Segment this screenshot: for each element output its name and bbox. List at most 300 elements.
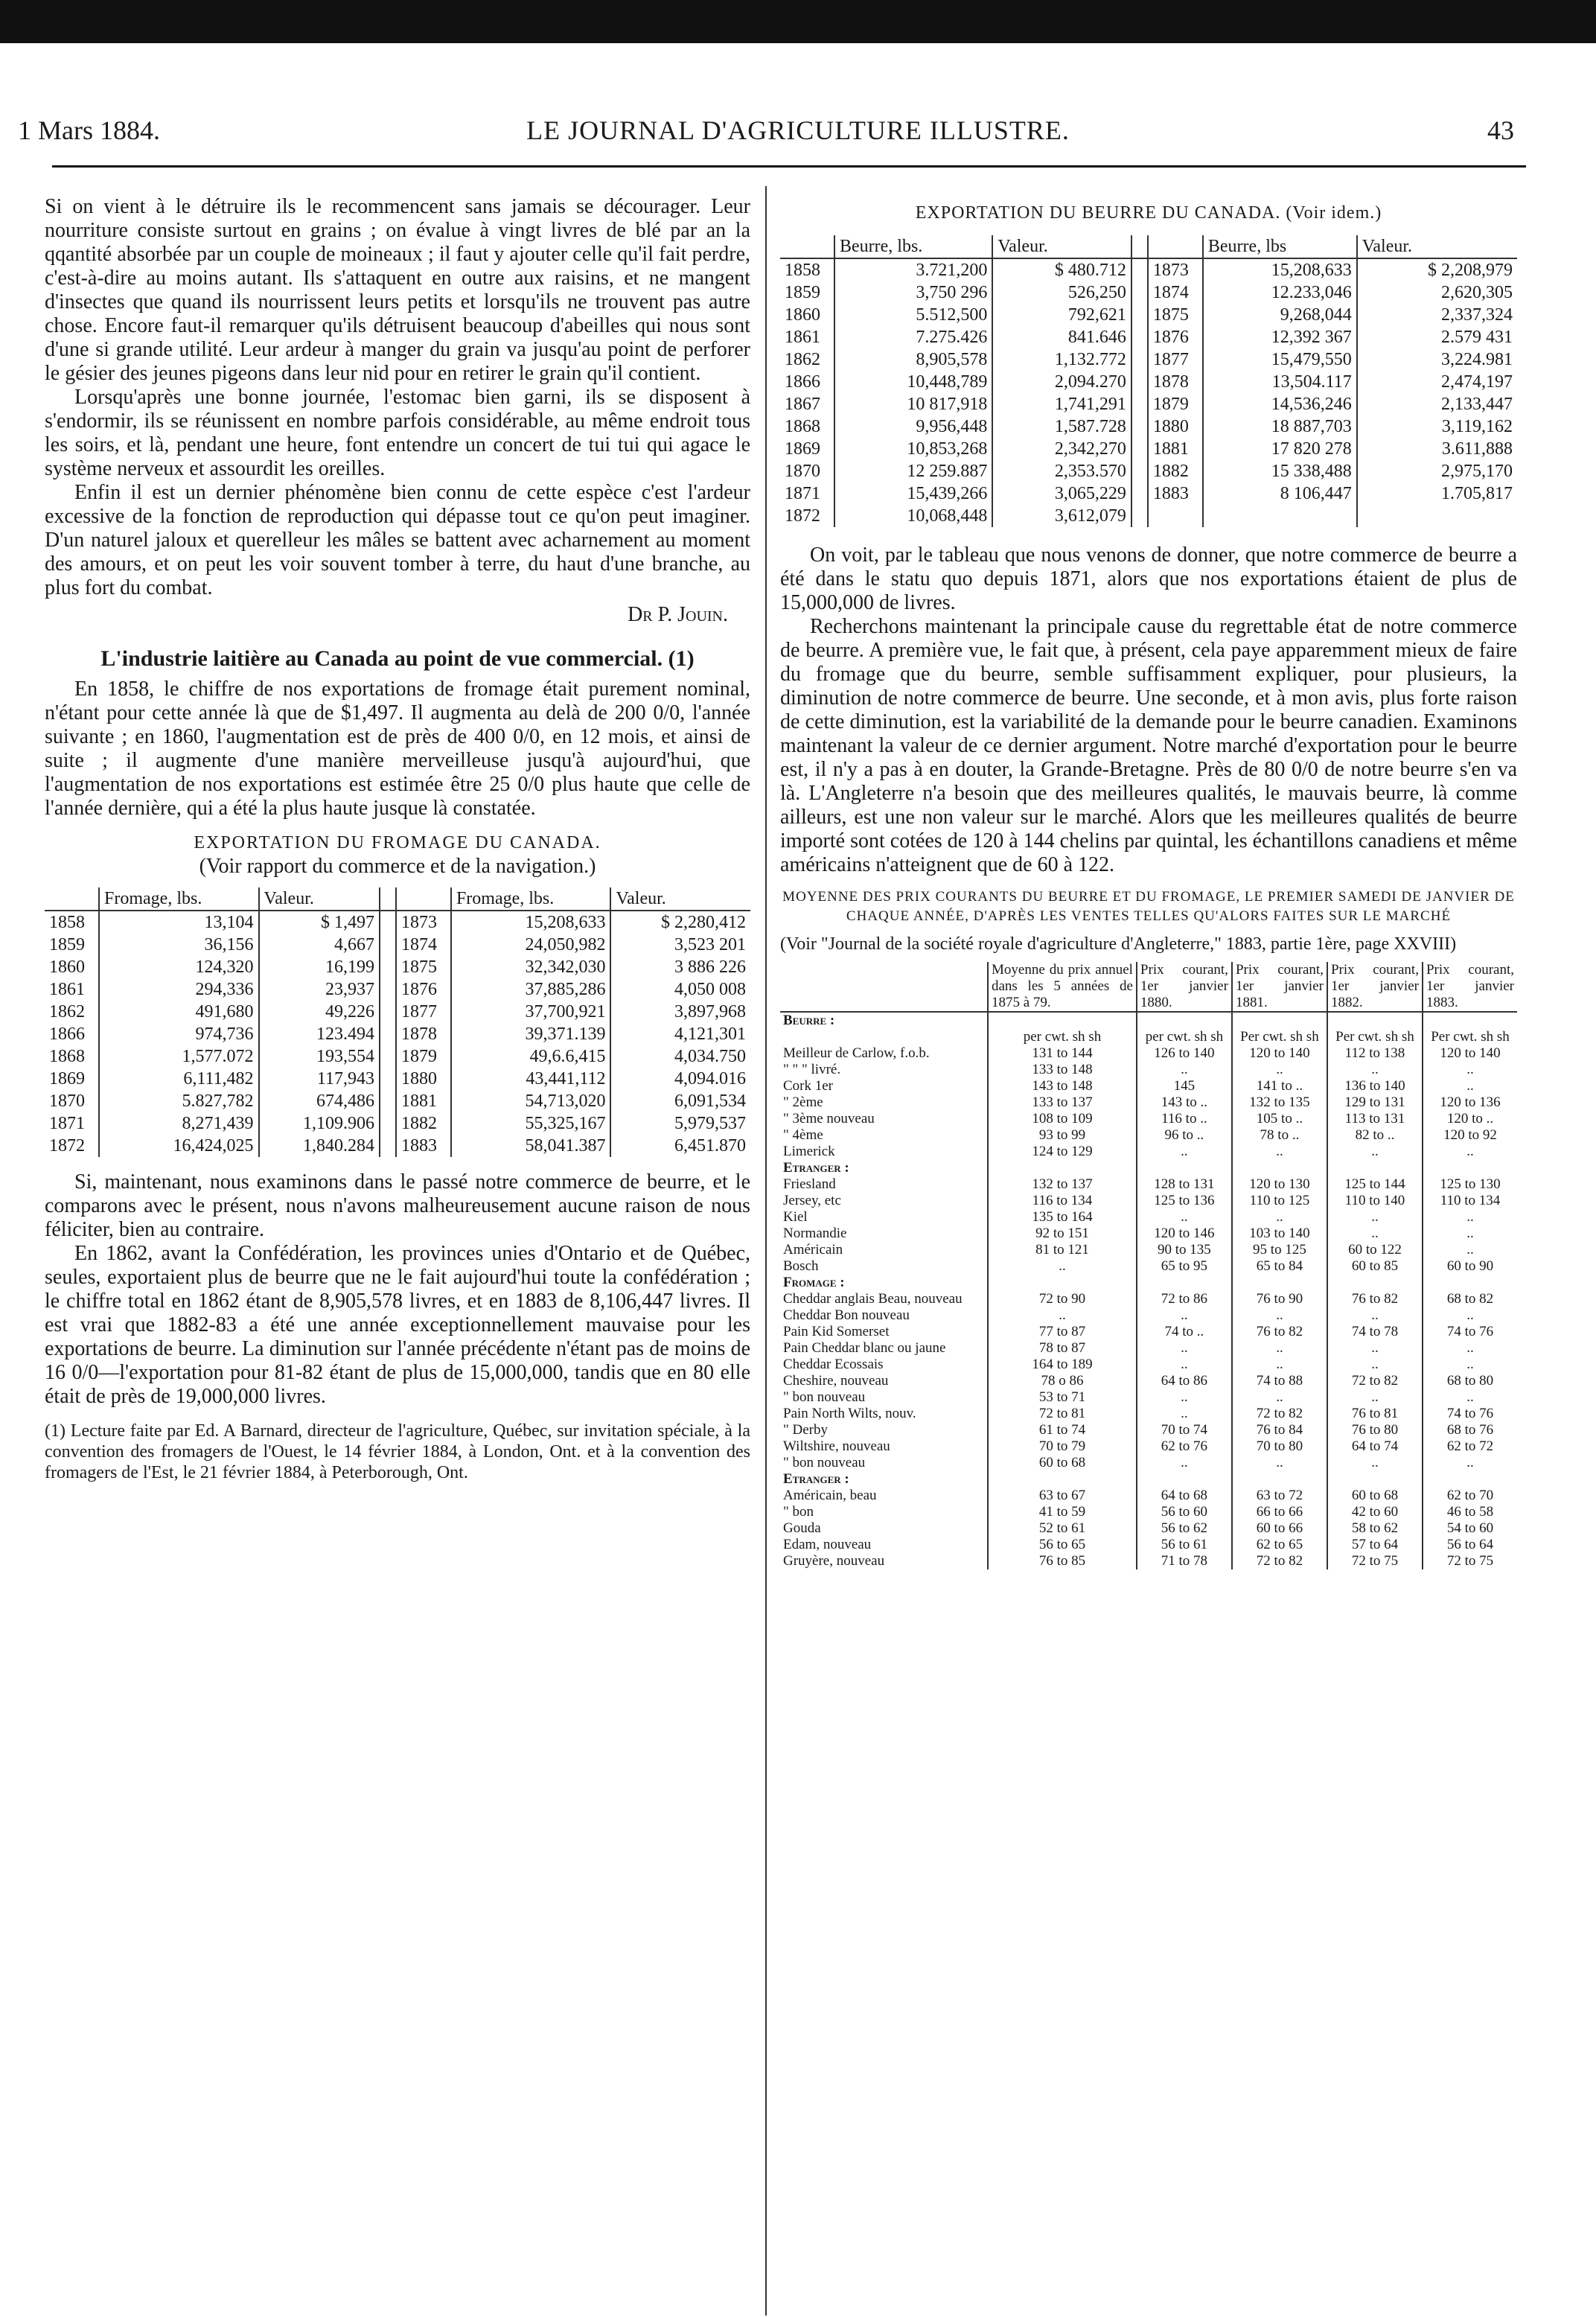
table-cell: 1,577.072: [99, 1045, 259, 1068]
table-cell: $ 2,208,979: [1357, 258, 1517, 281]
table-cell: 1882: [1148, 460, 1203, 482]
table-cell: 120 to 136: [1423, 1094, 1517, 1111]
table-cell: 3,612,079: [992, 505, 1131, 527]
table-cell: [780, 1029, 988, 1045]
table-cell: 1877: [1148, 348, 1203, 371]
table-cell: 72 to 81: [988, 1406, 1137, 1422]
table-cell: [1148, 505, 1203, 527]
table-cell: ..: [1137, 1389, 1232, 1406]
table-cell: 76 to 90: [1232, 1291, 1327, 1307]
table-row: [780, 1520, 1517, 1537]
butter-paragraph-2: Recherchons maintenant la principale cause du regrettable état de notre commerce de beurre. A première vue, le fait que, à présent, cela paye apparemment mieux de faire du fromage que du beurre, semble suffisamment expliquer, pour plusieurs, la diminution de notre commerce de beurre. Une seconde, et à mon avis, plus forte raison de cette diminution, est la variabilité de la demande pour le beurre canadien. Examinons maintenant la valeur de ce dernier argument. Notre marché d'exportation pour le beurre est, il n'y a pas à en douter, la Grande-Bretagne. Près de 80 0/0 de notre beurre s'en va là. L'Angleterre n'a besoin que des meilleures qualités, le mauvais beurre, là comme ailleurs, est une non valeur sur le marché. Alors que les meilleures qualités de beurre importé sont cotées de 120 à 144 chelins par quintal, les échantillons canadiens et même américains n'atteignent que de 60 à 122.: [780, 615, 1517, 876]
table-cell: Américain: [780, 1242, 988, 1258]
table-cell: 58,041.387: [451, 1135, 611, 1157]
table-row: [45, 1090, 750, 1112]
table-cell: 1,109.906: [259, 1112, 380, 1135]
sparrow-paragraph-1: Si on vient à le détruire ils le recommencent sans jamais se décourager. Leur nourriture consiste surtout en grains ; on évalue à vingt livres de blé par an la qqantité absorbée par un couple de moineaux ; il faut y ajouter celle qu'il fait perdre, c'est-à-dire au moins autant. Ils s'attaquent en outre aux raisins, et ne mangent d'insectes que quand ils nourrissent leurs petits et lorsqu'ils ne trouvent pas autre chose. Encore faut-il remarquer qu'ils détruisent beaucoup d'abeilles qui nous sont d'une si grande utilité. Leur ardeur à manger du grain va jusqu'au point de perforer le gésier des jeunes pigeons dans leur nid pour en retirer le grain qu'il contient.: [45, 195, 750, 385]
table-cell: 1873: [396, 911, 451, 934]
table-cell: ..: [1423, 1340, 1517, 1357]
col-header: Valeur.: [992, 235, 1131, 258]
table-row: [780, 393, 1517, 415]
table-cell: 54 to 60: [1423, 1520, 1517, 1537]
table-cell: 49,226: [259, 1001, 380, 1023]
table-cell: 60 to 68: [1327, 1488, 1423, 1504]
table-cell: 4,121,301: [610, 1023, 750, 1045]
col-header: Prix courant, 1er janvier 1881.: [1232, 962, 1327, 1012]
price-table-source: (Voir "Journal de la société royale d'agriculture d'Angleterre," 1883, partie 1ère, page XXVIII): [780, 934, 1457, 954]
table-cell: 70 to 79: [988, 1438, 1137, 1455]
col-header: Beurre, lbs.: [834, 235, 992, 258]
table-row: [780, 1193, 1517, 1209]
table-cell: 15,208,633: [451, 911, 611, 934]
table-cell: 1,132.772: [992, 348, 1131, 371]
table-cell: [1137, 1471, 1232, 1488]
price-table: [780, 962, 1517, 1569]
table-cell: 52 to 61: [988, 1520, 1137, 1537]
table-cell: 2,094.270: [992, 371, 1131, 393]
table-cell: ..: [1327, 1144, 1423, 1160]
table-cell: 23,937: [259, 978, 380, 1001]
table-cell: 43,441,112: [451, 1068, 611, 1090]
table-cell: 39,371.139: [451, 1023, 611, 1045]
table-row: [780, 482, 1517, 505]
table-cell: 76 to 82: [1232, 1324, 1327, 1340]
table-cell: 124 to 129: [988, 1144, 1137, 1160]
table-cell: 65 to 84: [1232, 1258, 1327, 1275]
table-cell: 72 to 75: [1327, 1553, 1423, 1569]
table-cell: 1879: [1148, 393, 1203, 415]
table-row: [780, 1291, 1517, 1307]
table-cell: 8 106,447: [1203, 482, 1357, 505]
table-cell: 125 to 136: [1137, 1193, 1232, 1209]
cheese-table-subtitle: (Voir rapport du commerce et de la navigation.): [199, 855, 596, 878]
table-cell: Kiel: [780, 1209, 988, 1226]
table-cell: 1,587.728: [992, 415, 1131, 438]
table-cell: 1861: [780, 326, 834, 348]
col-header: Valeur.: [259, 887, 380, 911]
table-row: [780, 1455, 1517, 1471]
table-cell: 4,050 008: [610, 978, 750, 1001]
cheese-export-table: [45, 887, 750, 1157]
table-cell: 60 to 85: [1327, 1258, 1423, 1275]
table-cell: 193,554: [259, 1045, 380, 1068]
sparrow-paragraph-2: Lorsqu'après une bonne journée, l'estomac bien garni, ils se disposent à s'endormir, ils se réunissent en nombre parfois considérable, au même endroit tous les soirs, et là, pendant une heure, font entendre un concert de tui tui qui agace le système nerveux et assourdit les oreilles.: [45, 386, 750, 480]
table-row: [45, 1135, 750, 1157]
table-cell: ..: [1423, 1307, 1517, 1324]
table-cell: 123.494: [259, 1023, 380, 1045]
col-header: Valeur.: [610, 887, 750, 911]
table-row: [780, 1160, 1517, 1176]
table-cell: 13,104: [99, 911, 259, 934]
table-row: [780, 1471, 1517, 1488]
table-cell: 526,250: [992, 281, 1131, 304]
table-cell: 1874: [396, 934, 451, 956]
table-cell: 3.611,888: [1357, 438, 1517, 460]
table-cell: Bosch: [780, 1258, 988, 1275]
table-cell: 5.512,500: [834, 304, 992, 326]
table-cell: ..: [1232, 1357, 1327, 1373]
author-signature: Dr P. Jouin.: [628, 603, 728, 626]
table-cell: ..: [1232, 1340, 1327, 1357]
table-cell: 1868: [45, 1045, 99, 1068]
table-cell: 10 817,918: [834, 393, 992, 415]
table-cell: 1880: [1148, 415, 1203, 438]
table-cell: 2,342,270: [992, 438, 1131, 460]
table-cell: 120 to 140: [1232, 1045, 1327, 1062]
table-row: [780, 1226, 1517, 1242]
table-row: [780, 1078, 1517, 1094]
right-column: [780, 195, 1517, 1569]
table-cell: 41 to 59: [988, 1504, 1137, 1520]
table-cell: 1875: [396, 956, 451, 978]
table-cell: [1423, 1160, 1517, 1176]
table-cell: 145: [1137, 1078, 1232, 1094]
table-cell: 18 887,703: [1203, 415, 1357, 438]
table-cell: " " " livré.: [780, 1062, 988, 1078]
table-cell: 66 to 66: [1232, 1504, 1327, 1520]
table-cell: 133 to 148: [988, 1062, 1137, 1078]
table-row: [45, 1001, 750, 1023]
table-cell: 133 to 137: [988, 1094, 1137, 1111]
table-cell: 3.721,200: [834, 258, 992, 281]
table-cell: 1871: [45, 1112, 99, 1135]
table-cell: 15,439,266: [834, 482, 992, 505]
table-cell: Gruyère, nouveau: [780, 1553, 988, 1569]
page-header: [0, 112, 1596, 156]
table-cell: 72 to 75: [1423, 1553, 1517, 1569]
table-cell: 1860: [780, 304, 834, 326]
left-column: [45, 195, 750, 1483]
table-cell: 1880: [396, 1068, 451, 1090]
table-cell: [1357, 505, 1517, 527]
table-cell: ..: [1137, 1455, 1232, 1471]
table-cell: ..: [1423, 1455, 1517, 1471]
table-cell: ..: [1327, 1226, 1423, 1242]
table-row: [45, 911, 750, 934]
dairy-paragraph-3: En 1862, avant la Confédération, les provinces unies d'Ontario et de Québec, seules, exportaient plus de beurre que ne le fait aujourd'hui toute la confédération ; le chiffre total en 1862 étant de 8,905,578 livres, et en 1883 de 8,106,447 livres. Il est vrai que 1882-83 a été une année exceptionnellement mauvaise pour les exportations de beurre. La diminution sur l'année précédente n'étant pas de moins de 16 0/0—l'exportation pour 81-82 étant de plus de 15,000,000, tandis que en 80 elle était de près de 19,000,000 livres.: [45, 1242, 750, 1408]
table-cell: Etranger :: [780, 1471, 988, 1488]
table-cell: 12,392 367: [1203, 326, 1357, 348]
table-cell: 1.705,817: [1357, 482, 1517, 505]
table-cell: [988, 1471, 1137, 1488]
table-cell: 1877: [396, 1001, 451, 1023]
table-cell: 70 to 80: [1232, 1438, 1327, 1455]
table-row: [780, 1258, 1517, 1275]
table-cell: 1871: [780, 482, 834, 505]
butter-paragraph-1: On voit, par le tableau que nous venons de donner, que notre commerce de beurre a été dans le statu quo depuis 1871, alors que nos exportations étaient de plus de 15,000,000 de livres.: [780, 544, 1517, 614]
table-cell: 14,536,246: [1203, 393, 1357, 415]
table-cell: 3,523 201: [610, 934, 750, 956]
table-cell: [1137, 1160, 1232, 1176]
table-cell: Fromage :: [780, 1275, 988, 1291]
table-row: [780, 505, 1517, 527]
table-cell: ..: [1232, 1144, 1327, 1160]
dairy-paragraph-1: En 1858, le chiffre de nos exportations de fromage était purement nominal, n'étant pour cette année là que de $1,497. Il augmenta au delà de 200 0/0, l'année suivante ; en 1860, l'augmentation est de près de 400 0/0, en 12 mois, et ainsi de suite ; il augmente d'une manière merveilleuse jusqu'à aujourd'hui, que l'augmentation de nos exportations est estimée être 25 0/0 plus haute que celle de l'année dernière, qui a été la plus haute jusque là constatée.: [45, 678, 750, 820]
table-cell: 103 to 140: [1232, 1226, 1327, 1242]
table-cell: [1232, 1471, 1327, 1488]
table-row: [780, 281, 1517, 304]
table-cell: Beurre :: [780, 1012, 988, 1029]
table-cell: 81 to 121: [988, 1242, 1137, 1258]
table-cell: 110 to 134: [1423, 1193, 1517, 1209]
table-cell: 16,424,025: [99, 1135, 259, 1157]
table-cell: 76 to 82: [1327, 1291, 1423, 1307]
table-row: [45, 1045, 750, 1068]
table-cell: 117,943: [259, 1068, 380, 1090]
table-cell: 120 to ..: [1423, 1111, 1517, 1127]
table-cell: 1866: [45, 1023, 99, 1045]
table-cell: 1881: [396, 1090, 451, 1112]
table-cell: 60 to 66: [1232, 1520, 1327, 1537]
table-cell: 68 to 76: [1423, 1422, 1517, 1438]
table-cell: 1866: [780, 371, 834, 393]
table-row: [780, 1176, 1517, 1193]
table-cell: 1875: [1148, 304, 1203, 326]
section-title: L'industrie laitière au Canada au point de vue commercial. (1): [100, 646, 695, 671]
table-cell: 96 to ..: [1137, 1127, 1232, 1144]
table-cell: 674,486: [259, 1090, 380, 1112]
table-cell: 9,956,448: [834, 415, 992, 438]
table-cell: 70 to 74: [1137, 1422, 1232, 1438]
table-cell: Jersey, etc: [780, 1193, 988, 1209]
table-cell: Meilleur de Carlow, f.o.b.: [780, 1045, 988, 1062]
table-cell: 76 to 81: [1327, 1406, 1423, 1422]
table-cell: 1881: [1148, 438, 1203, 460]
table-cell: 3,119,162: [1357, 415, 1517, 438]
table-cell: 1878: [1148, 371, 1203, 393]
table-cell: Cheddar Ecossais: [780, 1357, 988, 1373]
table-cell: 78 to 87: [988, 1340, 1137, 1357]
table-cell: 2,474,197: [1357, 371, 1517, 393]
table-cell: 1868: [780, 415, 834, 438]
table-cell: 56 to 65: [988, 1537, 1137, 1553]
dairy-paragraph-2: Si, maintenant, nous examinons dans le passé notre commerce de beurre, et le comparons avec le présent, nous n'avons malheureusement aucune raison de nous féliciter, bien au contraire.: [45, 1170, 750, 1241]
table-row: [780, 1324, 1517, 1340]
table-cell: 60 to 68: [988, 1455, 1137, 1471]
table-cell: ..: [1423, 1078, 1517, 1094]
table-cell: 974,736: [99, 1023, 259, 1045]
table-cell: Per cwt. sh sh: [1327, 1029, 1423, 1045]
table-cell: 136 to 140: [1327, 1078, 1423, 1094]
butter-export-table: [780, 235, 1517, 527]
table-row: [780, 415, 1517, 438]
table-cell: 90 to 135: [1137, 1242, 1232, 1258]
table-cell: 120 to 146: [1137, 1226, 1232, 1242]
table-row: [780, 1275, 1517, 1291]
col-header: Fromage, lbs.: [451, 887, 611, 911]
col-header: Beurre, lbs: [1203, 235, 1357, 258]
table-row: [780, 1045, 1517, 1062]
header-rule: [52, 165, 1526, 168]
table-cell: 62 to 65: [1232, 1537, 1327, 1553]
table-cell: 5,979,537: [610, 1112, 750, 1135]
table-cell: 42 to 60: [1327, 1504, 1423, 1520]
table-cell: 8,905,578: [834, 348, 992, 371]
table-cell: 37,700,921: [451, 1001, 611, 1023]
table-cell: 112 to 138: [1327, 1045, 1423, 1062]
table-cell: Per cwt. sh sh: [1423, 1029, 1517, 1045]
table-row: [780, 304, 1517, 326]
table-cell: 65 to 95: [1137, 1258, 1232, 1275]
table-cell: 37,885,286: [451, 978, 611, 1001]
table-cell: 5.827,782: [99, 1090, 259, 1112]
table-cell: 1860: [45, 956, 99, 978]
sparrow-paragraph-3: Enfin il est un dernier phénomène bien connu de cette espèce c'est l'ardeur excessive de la fonction de reproduction qui dépasse tout ce qu'on peut imaginer. D'un naturel jaloux et querelleur les mâles se battent avec acharnement au moment des amours, et on peut les voir souvent tomber à terre, du haut d'une branche, au plus fort du combat.: [45, 481, 750, 599]
table-row: [780, 1012, 1517, 1029]
table-cell: ..: [1137, 1406, 1232, 1422]
table-cell: 56 to 64: [1423, 1537, 1517, 1553]
table-cell: ..: [1232, 1209, 1327, 1226]
table-cell: " bon nouveau: [780, 1389, 988, 1406]
table-cell: 1867: [780, 393, 834, 415]
table-cell: 78 to ..: [1232, 1127, 1327, 1144]
table-cell: $ 480.712: [992, 258, 1131, 281]
table-cell: 1872: [780, 505, 834, 527]
table-cell: per cwt. sh sh: [988, 1029, 1137, 1045]
table-row: [780, 1357, 1517, 1373]
table-cell: 6,111,482: [99, 1068, 259, 1090]
table-cell: 60 to 90: [1423, 1258, 1517, 1275]
table-cell: 72 to 82: [1232, 1553, 1327, 1569]
table-cell: 56 to 60: [1137, 1504, 1232, 1520]
price-table-title: MOYENNE DES PRIX COURANTS DU BEURRE ET DU FROMAGE, LE PREMIER SAMEDI DE JANVIER DE CHAQUE ANNÉE, D'APRÈS LES VENTES TELLES QU'ALORS FAITES SUR LE MARCHÉ: [782, 889, 1515, 924]
table-cell: 56 to 61: [1137, 1537, 1232, 1553]
table-cell: 124,320: [99, 956, 259, 978]
table-cell: 61 to 74: [988, 1422, 1137, 1438]
table-cell: [1137, 1275, 1232, 1291]
table-cell: 49,6.6,415: [451, 1045, 611, 1068]
table-cell: Cork 1er: [780, 1078, 988, 1094]
table-cell: ..: [1232, 1307, 1327, 1324]
table-cell: 53 to 71: [988, 1389, 1137, 1406]
table-cell: 77 to 87: [988, 1324, 1137, 1340]
table-cell: 143 to ..: [1137, 1094, 1232, 1111]
table-cell: 116 to ..: [1137, 1111, 1232, 1127]
table-cell: 15,208,633: [1203, 258, 1357, 281]
table-cell: 36,156: [99, 934, 259, 956]
table-cell: Edam, nouveau: [780, 1537, 988, 1553]
table-cell: [1327, 1471, 1423, 1488]
table-cell: [1327, 1160, 1423, 1176]
table-cell: 10,068,448: [834, 505, 992, 527]
table-cell: 141 to ..: [1232, 1078, 1327, 1094]
table-cell: 116 to 134: [988, 1193, 1137, 1209]
table-cell: 74 to 76: [1423, 1406, 1517, 1422]
col-header: Valeur.: [1357, 235, 1517, 258]
table-cell: 2,133,447: [1357, 393, 1517, 415]
table-cell: 2,975,170: [1357, 460, 1517, 482]
table-cell: [1232, 1160, 1327, 1176]
table-cell: [1232, 1275, 1327, 1291]
table-row: [780, 1242, 1517, 1258]
table-row: [780, 1209, 1517, 1226]
table-cell: 74 to 78: [1327, 1324, 1423, 1340]
table-cell: 1874: [1148, 281, 1203, 304]
table-cell: ..: [1137, 1340, 1232, 1357]
table-cell: [988, 1012, 1137, 1029]
table-row: [780, 1438, 1517, 1455]
table-cell: 125 to 130: [1423, 1176, 1517, 1193]
table-cell: $ 1,497: [259, 911, 380, 934]
table-cell: 78 o 86: [988, 1373, 1137, 1389]
table-row: [45, 1068, 750, 1090]
table-cell: ..: [1423, 1389, 1517, 1406]
table-cell: 1869: [780, 438, 834, 460]
table-cell: 1858: [780, 258, 834, 281]
table-cell: ..: [1137, 1144, 1232, 1160]
table-row: [780, 1144, 1517, 1160]
table-cell: 4,667: [259, 934, 380, 956]
table-cell: [1423, 1012, 1517, 1029]
table-cell: 294,336: [99, 978, 259, 1001]
table-cell: ..: [1423, 1062, 1517, 1078]
table-cell: [1137, 1012, 1232, 1029]
table-cell: 72 to 82: [1232, 1406, 1327, 1422]
table-cell: 62 to 76: [1137, 1438, 1232, 1455]
table-cell: 64 to 86: [1137, 1373, 1232, 1389]
table-cell: 3 886 226: [610, 956, 750, 978]
table-cell: 110 to 140: [1327, 1193, 1423, 1209]
table-cell: 57 to 64: [1327, 1537, 1423, 1553]
column-divider: [765, 186, 767, 2316]
table-cell: 55,325,167: [451, 1112, 611, 1135]
col-header: Prix courant, 1er janvier 1883.: [1423, 962, 1517, 1012]
table-cell: 126 to 140: [1137, 1045, 1232, 1062]
table-cell: 120 to 92: [1423, 1127, 1517, 1144]
table-cell: 95 to 125: [1232, 1242, 1327, 1258]
table-cell: 76 to 80: [1327, 1422, 1423, 1438]
table-cell: ..: [1137, 1209, 1232, 1226]
table-cell: 68 to 82: [1423, 1291, 1517, 1307]
table-cell: ..: [1327, 1357, 1423, 1373]
butter-table-title: EXPORTATION DU BEURRE DU CANADA. (Voir idem.): [915, 203, 1382, 223]
table-cell: 491,680: [99, 1001, 259, 1023]
table-cell: 1861: [45, 978, 99, 1001]
table-cell: 72 to 86: [1137, 1291, 1232, 1307]
table-cell: 1870: [780, 460, 834, 482]
table-cell: 62 to 70: [1423, 1488, 1517, 1504]
table-cell: 15 338,488: [1203, 460, 1357, 482]
table-row: [780, 1488, 1517, 1504]
table-cell: " 3ème nouveau: [780, 1111, 988, 1127]
table-cell: 93 to 99: [988, 1127, 1137, 1144]
footnote: (1) Lecture faite par Ed. A Barnard, directeur de l'agriculture, Québec, sur invitation spéciale, à la convention des fromagers de l'Ouest, le 14 février 1884, à London, Ont. et à la convention des fromagers de l'Est, le 21 février 1884, à Peterborough, Ont.: [45, 1421, 750, 1482]
table-cell: 132 to 137: [988, 1176, 1137, 1193]
table-cell: 3,065,229: [992, 482, 1131, 505]
table-cell: 46 to 58: [1423, 1504, 1517, 1520]
table-row: [45, 956, 750, 978]
table-cell: 132 to 135: [1232, 1094, 1327, 1111]
table-cell: 125 to 144: [1327, 1176, 1423, 1193]
table-cell: ..: [1327, 1455, 1423, 1471]
table-cell: 12.233,046: [1203, 281, 1357, 304]
table-cell: ..: [988, 1307, 1137, 1324]
table-cell: 1883: [1148, 482, 1203, 505]
table-cell: ..: [1137, 1062, 1232, 1078]
table-cell: 2,337,324: [1357, 304, 1517, 326]
table-cell: [1232, 1012, 1327, 1029]
table-cell: ..: [1137, 1357, 1232, 1373]
journal-title: LE JOURNAL D'AGRICULTURE ILLUSTRE.: [526, 115, 1070, 145]
page-number: 43: [1487, 115, 1514, 145]
table-cell: 1879: [396, 1045, 451, 1068]
table-cell: 4,034.750: [610, 1045, 750, 1068]
table-cell: per cwt. sh sh: [1137, 1029, 1232, 1045]
table-cell: 110 to 125: [1232, 1193, 1327, 1209]
table-cell: 10,448,789: [834, 371, 992, 393]
table-cell: 1873: [1148, 258, 1203, 281]
table-cell: 72 to 82: [1327, 1373, 1423, 1389]
